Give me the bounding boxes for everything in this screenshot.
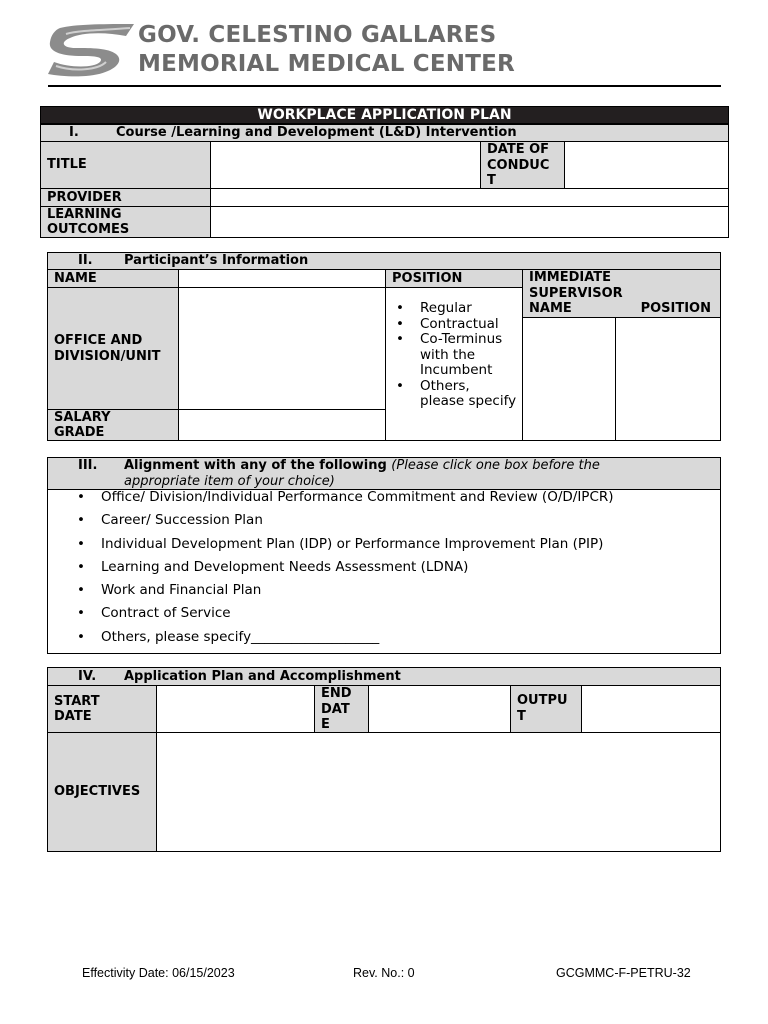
section2-header — [47, 252, 721, 270]
end-date-line-2: DAT — [321, 701, 350, 717]
position-option-others[interactable]: • Others, please specify — [396, 379, 518, 410]
footer-form-code: GCGMMC-F-PETRU-32 — [556, 966, 691, 980]
alignment-option-idp-pip[interactable]: • Individual Development Plan (IDP) or Performance Improvement Plan (PIP) — [77, 533, 720, 556]
position-options-list — [396, 301, 518, 410]
salary-grade-label-cell — [47, 409, 179, 441]
start-date-input[interactable] — [156, 685, 315, 733]
output-label-cell — [510, 685, 582, 733]
supervisor-name-input[interactable] — [522, 317, 616, 441]
title-label: TITLE — [47, 157, 87, 173]
provider-input[interactable] — [210, 188, 729, 207]
output-input[interactable] — [581, 685, 721, 733]
provider-label: PROVIDER — [47, 189, 122, 205]
form-title-bar — [40, 106, 729, 124]
office-input[interactable] — [178, 287, 386, 410]
date-of-conduct-line-3: T — [487, 173, 496, 188]
objectives-input[interactable] — [156, 732, 721, 852]
section2-number: II. — [78, 253, 93, 268]
end-date-line-3: E — [321, 717, 330, 732]
output-line-1: OUTPU — [517, 693, 568, 708]
section3-note: (Please click one box before the appropriate item of your choice) — [124, 458, 600, 489]
section1-title: Course /Learning and Development (L&D) Intervention — [116, 125, 517, 140]
start-date-label: START DATE — [54, 693, 100, 724]
office-label-cell — [47, 287, 179, 410]
alignment-option-cos[interactable]: • Contract of Service — [77, 602, 720, 625]
alignment-options-cell — [47, 489, 721, 654]
title-label-cell — [40, 141, 211, 189]
section1-number: I. — [69, 125, 79, 140]
date-of-conduct-input[interactable] — [564, 141, 729, 189]
hospital-name-line1: GOV. CELESTINO GALLARES — [138, 22, 497, 48]
office-label: OFFICE AND DIVISION/UNIT — [54, 333, 161, 364]
section4-title: Application Plan and Accomplishment — [124, 669, 401, 684]
objectives-label: OBJECTIVES — [54, 784, 141, 800]
footer-effectivity-date: Effectivity Date: 06/15/2023 — [82, 966, 235, 980]
section3-number: III. — [78, 458, 98, 473]
alignment-option-wfp[interactable]: • Work and Financial Plan — [77, 579, 720, 602]
end-date-line-1: END — [321, 686, 352, 701]
supervisor-position-input[interactable] — [615, 317, 721, 441]
section2-title: Participant’s Information — [124, 253, 309, 268]
hospital-logo — [46, 22, 136, 78]
position-option-contractual[interactable]: • Contractual — [396, 317, 518, 333]
learning-outcomes-label: LEARNING OUTCOMES — [47, 206, 130, 237]
section4-number: IV. — [78, 669, 97, 684]
learning-outcomes-label-cell — [40, 206, 211, 238]
alignment-option-others[interactable]: • Others, please specify___________________ — [77, 626, 720, 649]
end-date-input[interactable] — [368, 685, 511, 733]
header-rule — [48, 85, 721, 87]
supervisor-label: IMMEDIATE SUPERVISOR — [529, 270, 623, 301]
salary-grade-input[interactable] — [178, 409, 386, 441]
date-of-conduct-line-1: DATE OF — [487, 142, 550, 157]
alignment-options-list — [77, 486, 720, 649]
position-option-regular[interactable]: • Regular — [396, 301, 518, 317]
date-of-conduct-line-2: CONDUC — [487, 157, 550, 173]
title-input[interactable] — [210, 141, 481, 189]
supervisor-header-cell — [522, 269, 721, 318]
start-date-label-cell — [47, 685, 157, 733]
end-date-label-cell — [314, 685, 369, 733]
name-label: NAME — [54, 270, 97, 286]
name-label-cell — [47, 269, 179, 288]
hospital-name-line2: MEMORIAL MEDICAL CENTER — [138, 51, 515, 77]
position-label-cell — [385, 269, 523, 288]
supervisor-name-label: NAME — [529, 301, 572, 316]
learning-outcomes-input[interactable] — [210, 206, 729, 238]
alignment-option-career-plan[interactable]: • Career/ Succession Plan — [77, 509, 720, 532]
section1-header — [40, 124, 729, 142]
objectives-label-cell — [47, 732, 157, 852]
provider-label-cell — [40, 188, 211, 207]
date-of-conduct-label-cell — [480, 141, 565, 189]
position-options-cell — [385, 287, 523, 441]
section3-title: Alignment with any of the following — [124, 458, 387, 473]
form-title: WORKPLACE APPLICATION PLAN — [257, 107, 512, 123]
alignment-option-ipcr[interactable]: • Office/ Division/Individual Performance Commitment and Review (O/D/IPCR) — [77, 486, 720, 509]
position-option-coterminus[interactable]: • Co-Terminus with the Incumbent — [396, 332, 518, 379]
salary-grade-label: SALARY GRADE — [54, 409, 111, 440]
section4-header — [47, 667, 721, 686]
footer-revision-number: Rev. No.: 0 — [353, 966, 415, 980]
name-input[interactable] — [178, 269, 386, 288]
position-label: POSITION — [392, 270, 463, 286]
output-line-2: T — [517, 708, 526, 724]
supervisor-position-label: POSITION — [640, 301, 711, 316]
alignment-option-ldna[interactable]: • Learning and Development Needs Assessment (LDNA) — [77, 556, 720, 579]
